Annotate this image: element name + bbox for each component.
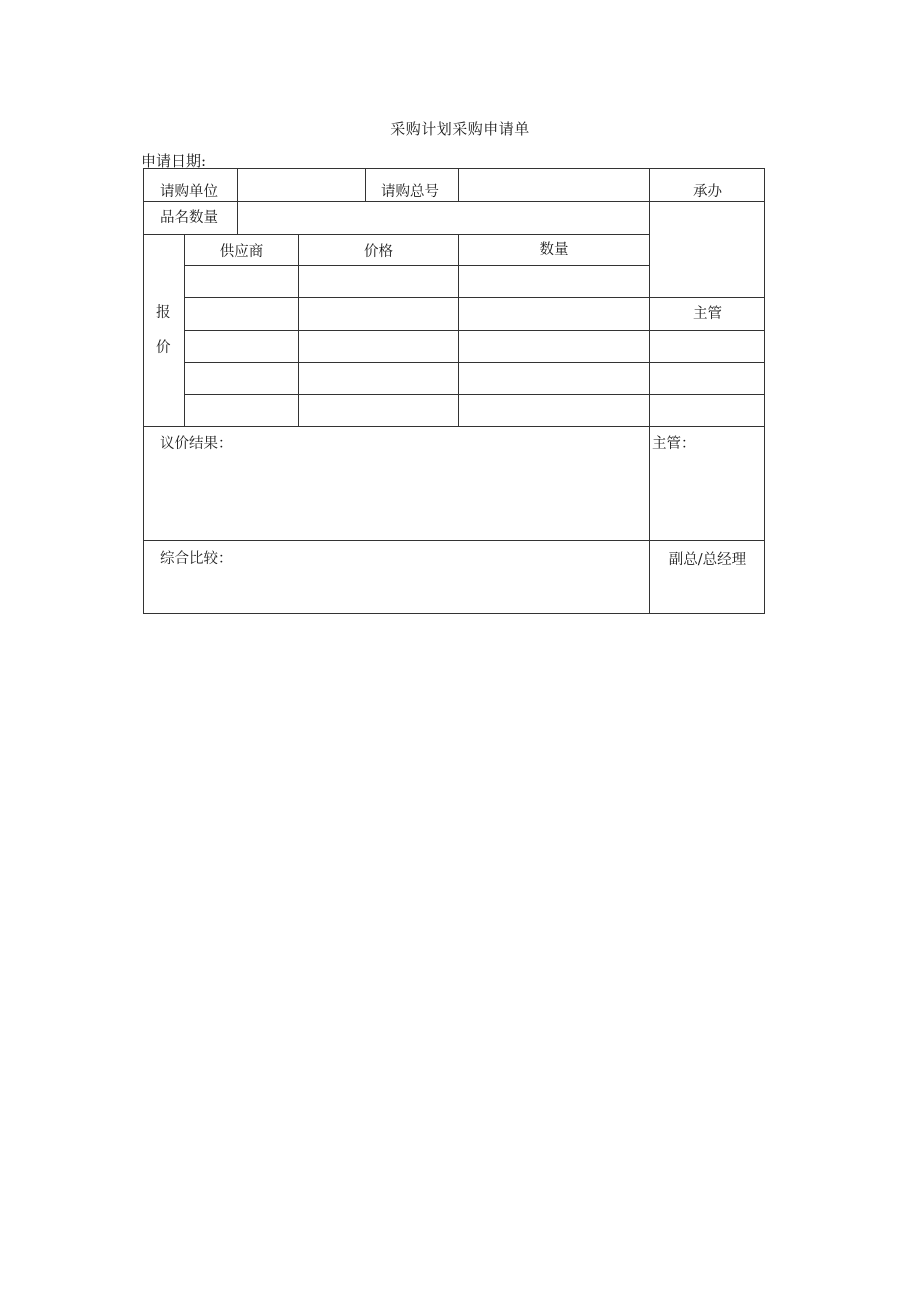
comparison-label: 综合比较：	[160, 551, 233, 567]
supervisor-label: 主管	[693, 306, 722, 322]
handler-label: 承办	[693, 184, 722, 200]
negotiation-result-label: 议价结果：	[160, 436, 233, 452]
purchase-request-form	[143, 168, 765, 614]
manager-label: 副总/总经理	[668, 552, 747, 568]
request-number-label: 请购总号	[381, 184, 439, 200]
supplier-header: 供应商	[219, 244, 264, 260]
quote-side-label-bottom: 价	[156, 340, 171, 356]
quote-side-label-top: 报	[156, 305, 171, 321]
price-header: 价格	[364, 244, 393, 260]
document-title: 采购计划采购申请单	[390, 120, 530, 138]
item-qty-label: 品名数量	[160, 210, 218, 226]
negotiation-supervisor-label: 主管：	[652, 436, 696, 452]
request-unit-label: 请购单位	[160, 184, 218, 200]
quantity-header: 数量	[539, 242, 569, 258]
application-date-label: 申请日期:	[141, 152, 207, 170]
form-grid-lines	[143, 168, 765, 614]
